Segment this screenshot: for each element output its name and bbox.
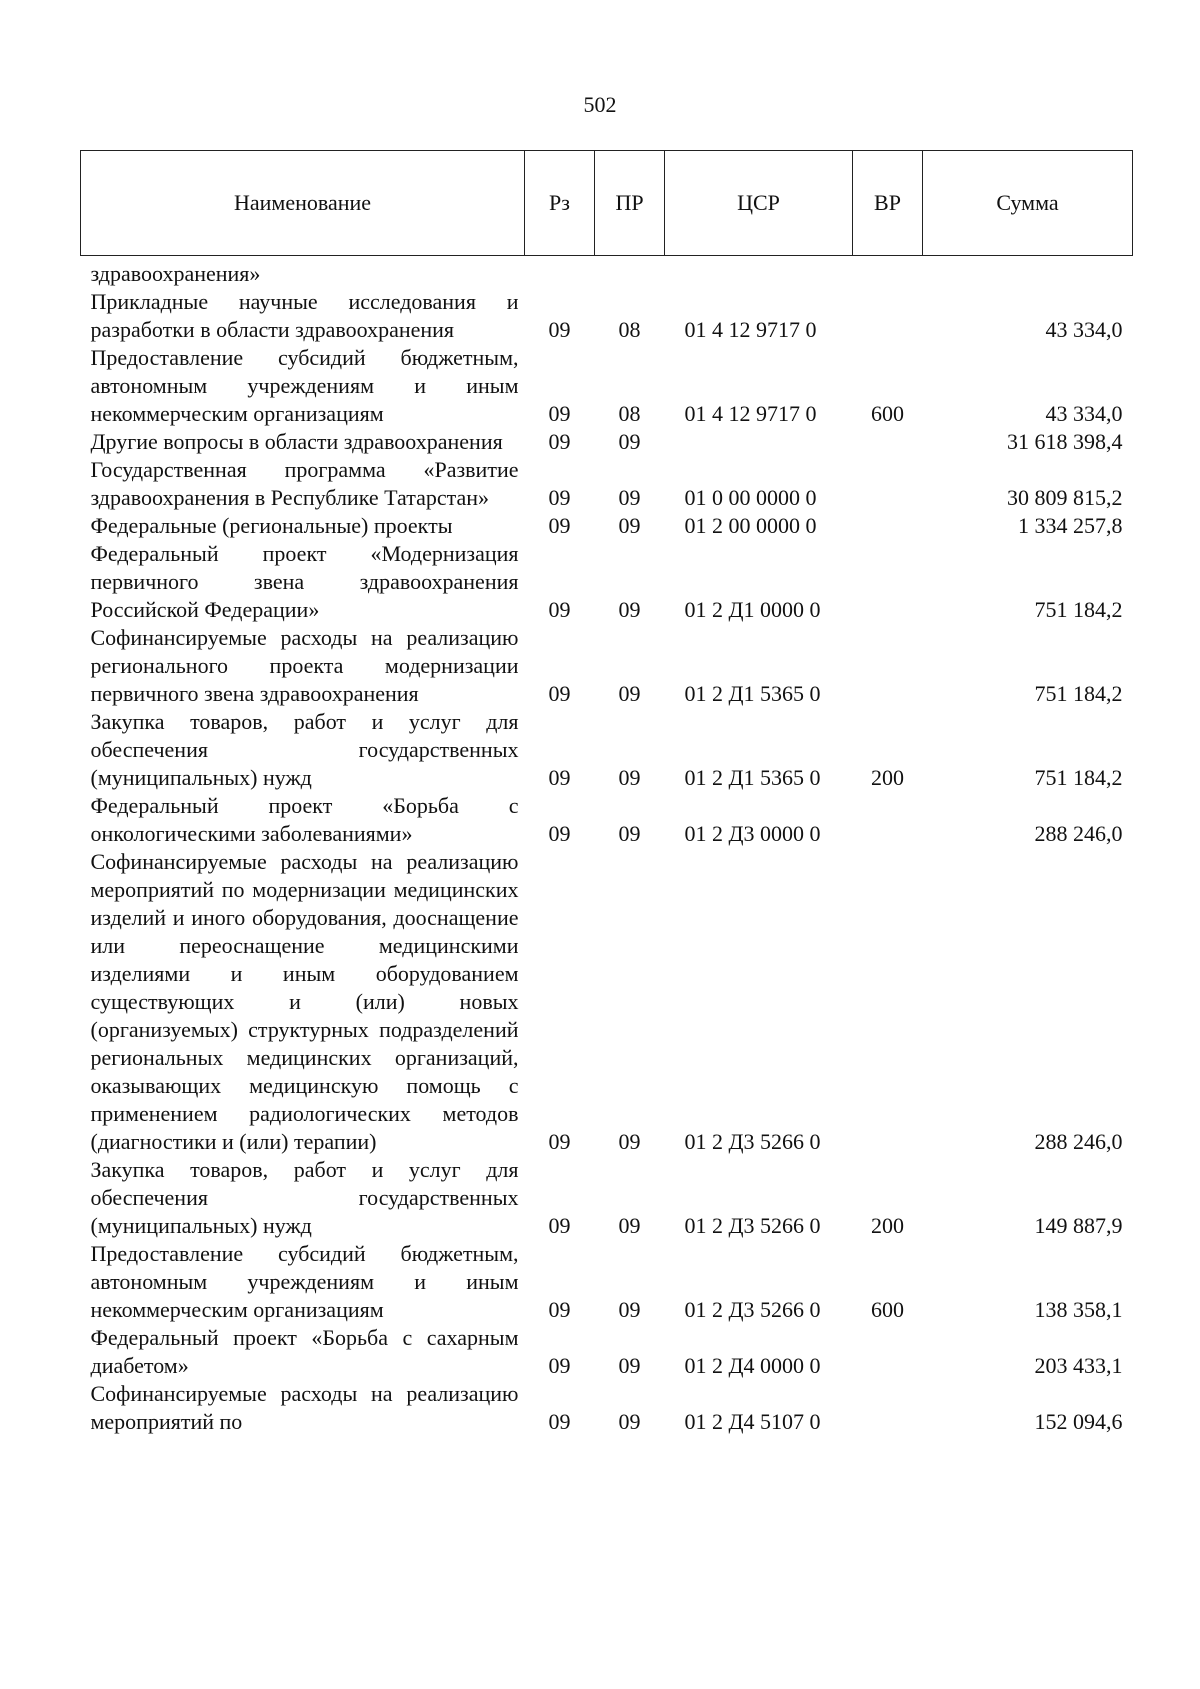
- cell-rz: [525, 256, 595, 289]
- cell-rz: 09: [548, 1213, 571, 1238]
- cell-pr: 08: [618, 401, 641, 426]
- cell-csr: 01 2 Д1 5365 0: [684, 681, 821, 706]
- cell-vr: 600: [871, 401, 904, 426]
- cell-sum: 30 809 815,2: [1007, 485, 1123, 510]
- cell-pr: 09: [618, 1353, 641, 1378]
- table-row: [81, 288, 1133, 344]
- cell-rz: 09: [548, 317, 571, 342]
- header-name: Наименование: [81, 151, 525, 256]
- cell-vr: [853, 428, 923, 456]
- cell-csr: 01 2 Д3 0000 0: [684, 821, 821, 846]
- cell-name: Прикладные научные исследования и разработки в области здравоохранения: [90, 289, 519, 342]
- cell-rz: 09: [548, 1353, 571, 1378]
- cell-csr: 01 4 12 9717 0: [684, 317, 817, 342]
- table-row: [81, 428, 1133, 456]
- cell-vr: [853, 256, 923, 289]
- table-body: [81, 256, 1133, 1437]
- header-vr: ВР: [853, 151, 923, 256]
- cell-sum: 43 334,0: [1045, 401, 1123, 426]
- header-pr: ПР: [595, 151, 665, 256]
- cell-sum: 138 358,1: [1034, 1297, 1123, 1322]
- cell-vr: [853, 792, 923, 848]
- cell-csr: 01 0 00 0000 0: [684, 485, 817, 510]
- cell-sum: 1 334 257,8: [1018, 513, 1123, 538]
- table-row: [81, 1240, 1133, 1324]
- table-row: [81, 848, 1133, 1156]
- table-row: [81, 456, 1133, 512]
- cell-rz: 09: [548, 485, 571, 510]
- cell-name: Другие вопросы в области здравоохранения: [90, 429, 503, 454]
- cell-name: Федеральный проект «Модернизация первичного звена здравоохранения Российской Федерации»: [90, 541, 519, 622]
- cell-name: Предоставление субсидий бюджетным, автономным учреждениям и иным некоммерческим организациям: [90, 1241, 519, 1322]
- cell-sum: 203 433,1: [1034, 1353, 1123, 1378]
- cell-csr: 01 2 Д3 5266 0: [684, 1129, 821, 1154]
- header-rz: Рз: [525, 151, 595, 256]
- cell-csr: [665, 428, 853, 456]
- table-row: [81, 256, 1133, 289]
- cell-name: Закупка товаров, работ и услуг для обеспечения государственных (муниципальных) нужд: [90, 709, 519, 790]
- cell-rz: 09: [548, 1129, 571, 1154]
- cell-rz: 09: [548, 401, 571, 426]
- cell-name: Софинансируемые расходы на реализацию мероприятий по модернизации медицинских изделий и иного оборудования, дооснащение или переоснащение медицинскими изделиями и иным оборудованием существующих и (или) новых (организуемых) структурных подразделений региональных медицинских организаций, оказывающих медицинскую помощь с применением радиологических методов (диагностики и (или) терапии): [90, 849, 519, 1154]
- cell-vr: [853, 1380, 923, 1436]
- cell-pr: 09: [618, 1297, 641, 1322]
- cell-name: здравоохранения»: [90, 261, 261, 286]
- cell-sum: 43 334,0: [1045, 317, 1123, 342]
- table-row: [81, 1380, 1133, 1436]
- cell-vr: [853, 1324, 923, 1380]
- cell-csr: 01 2 Д1 0000 0: [684, 597, 821, 622]
- cell-csr: 01 4 12 9717 0: [684, 401, 817, 426]
- cell-name: Государственная программа «Развитие здравоохранения в Республике Татарстан»: [90, 457, 519, 510]
- header-csr: ЦСР: [665, 151, 853, 256]
- cell-sum: [923, 256, 1133, 289]
- cell-pr: 09: [618, 485, 641, 510]
- page-number: 502: [583, 92, 617, 117]
- cell-sum: 751 184,2: [1034, 765, 1123, 790]
- cell-vr: 600: [871, 1297, 904, 1322]
- cell-pr: 09: [618, 1213, 641, 1238]
- cell-csr: 01 2 Д1 5365 0: [684, 765, 821, 790]
- cell-sum: 31 618 398,4: [1007, 429, 1123, 454]
- cell-pr: 09: [618, 681, 641, 706]
- cell-csr: 01 2 Д3 5266 0: [684, 1297, 821, 1322]
- cell-csr: [665, 256, 853, 289]
- cell-vr: 200: [871, 1213, 904, 1238]
- cell-sum: 288 246,0: [1034, 1129, 1123, 1154]
- cell-pr: 09: [618, 597, 641, 622]
- cell-rz: 09: [548, 821, 571, 846]
- cell-csr: 01 2 Д3 5266 0: [684, 1213, 821, 1238]
- cell-name: Федеральные (региональные) проекты: [90, 513, 453, 538]
- cell-pr: 09: [618, 765, 641, 790]
- cell-vr: [853, 512, 923, 540]
- cell-sum: 751 184,2: [1034, 597, 1123, 622]
- table-row: [81, 1156, 1133, 1240]
- cell-vr: [853, 540, 923, 624]
- cell-name: Софинансируемые расходы на реализацию регионального проекта модернизации первичного звена здравоохранения: [90, 625, 519, 706]
- cell-pr: 08: [618, 317, 641, 342]
- cell-sum: 751 184,2: [1034, 681, 1123, 706]
- cell-rz: 09: [548, 1297, 571, 1322]
- table-row: [81, 512, 1133, 540]
- cell-rz: 09: [548, 513, 571, 538]
- table-row: [81, 708, 1133, 792]
- cell-rz: 09: [548, 681, 571, 706]
- table-row: [81, 624, 1133, 708]
- cell-vr: [853, 624, 923, 708]
- cell-pr: 09: [618, 429, 641, 454]
- header-row: [81, 151, 1133, 256]
- table-row: [81, 792, 1133, 848]
- cell-vr: [853, 848, 923, 1156]
- table-row: [81, 540, 1133, 624]
- cell-rz: 09: [548, 1409, 571, 1434]
- cell-csr: 01 2 Д4 5107 0: [684, 1409, 821, 1434]
- header-sum: Сумма: [923, 151, 1133, 256]
- table-header: [81, 151, 1133, 256]
- cell-vr: [853, 456, 923, 512]
- cell-rz: 09: [548, 597, 571, 622]
- budget-table: [80, 150, 1133, 1436]
- cell-csr: 01 2 Д4 0000 0: [684, 1353, 821, 1378]
- cell-rz: 09: [548, 765, 571, 790]
- cell-name: Предоставление субсидий бюджетным, автономным учреждениям и иным некоммерческим организациям: [90, 345, 519, 426]
- cell-name: Закупка товаров, работ и услуг для обеспечения государственных (муниципальных) нужд: [90, 1157, 519, 1238]
- cell-sum: 152 094,6: [1034, 1409, 1123, 1434]
- cell-name: Софинансируемые расходы на реализацию мероприятий по: [90, 1381, 519, 1434]
- cell-name: Федеральный проект «Борьба с онкологическими заболеваниями»: [90, 793, 519, 846]
- table-row: [81, 344, 1133, 428]
- cell-pr: 09: [618, 821, 641, 846]
- cell-pr: [595, 256, 665, 289]
- cell-vr: [853, 288, 923, 344]
- cell-name: Федеральный проект «Борьба с сахарным диабетом»: [90, 1325, 519, 1378]
- cell-csr: 01 2 00 0000 0: [684, 513, 817, 538]
- cell-vr: 200: [871, 765, 904, 790]
- cell-pr: 09: [618, 513, 641, 538]
- cell-pr: 09: [618, 1129, 641, 1154]
- cell-rz: 09: [548, 429, 571, 454]
- table-row: [81, 1324, 1133, 1380]
- cell-sum: 288 246,0: [1034, 821, 1123, 846]
- cell-sum: 149 887,9: [1034, 1213, 1123, 1238]
- budget-table-container: [80, 150, 1132, 1436]
- cell-pr: 09: [618, 1409, 641, 1434]
